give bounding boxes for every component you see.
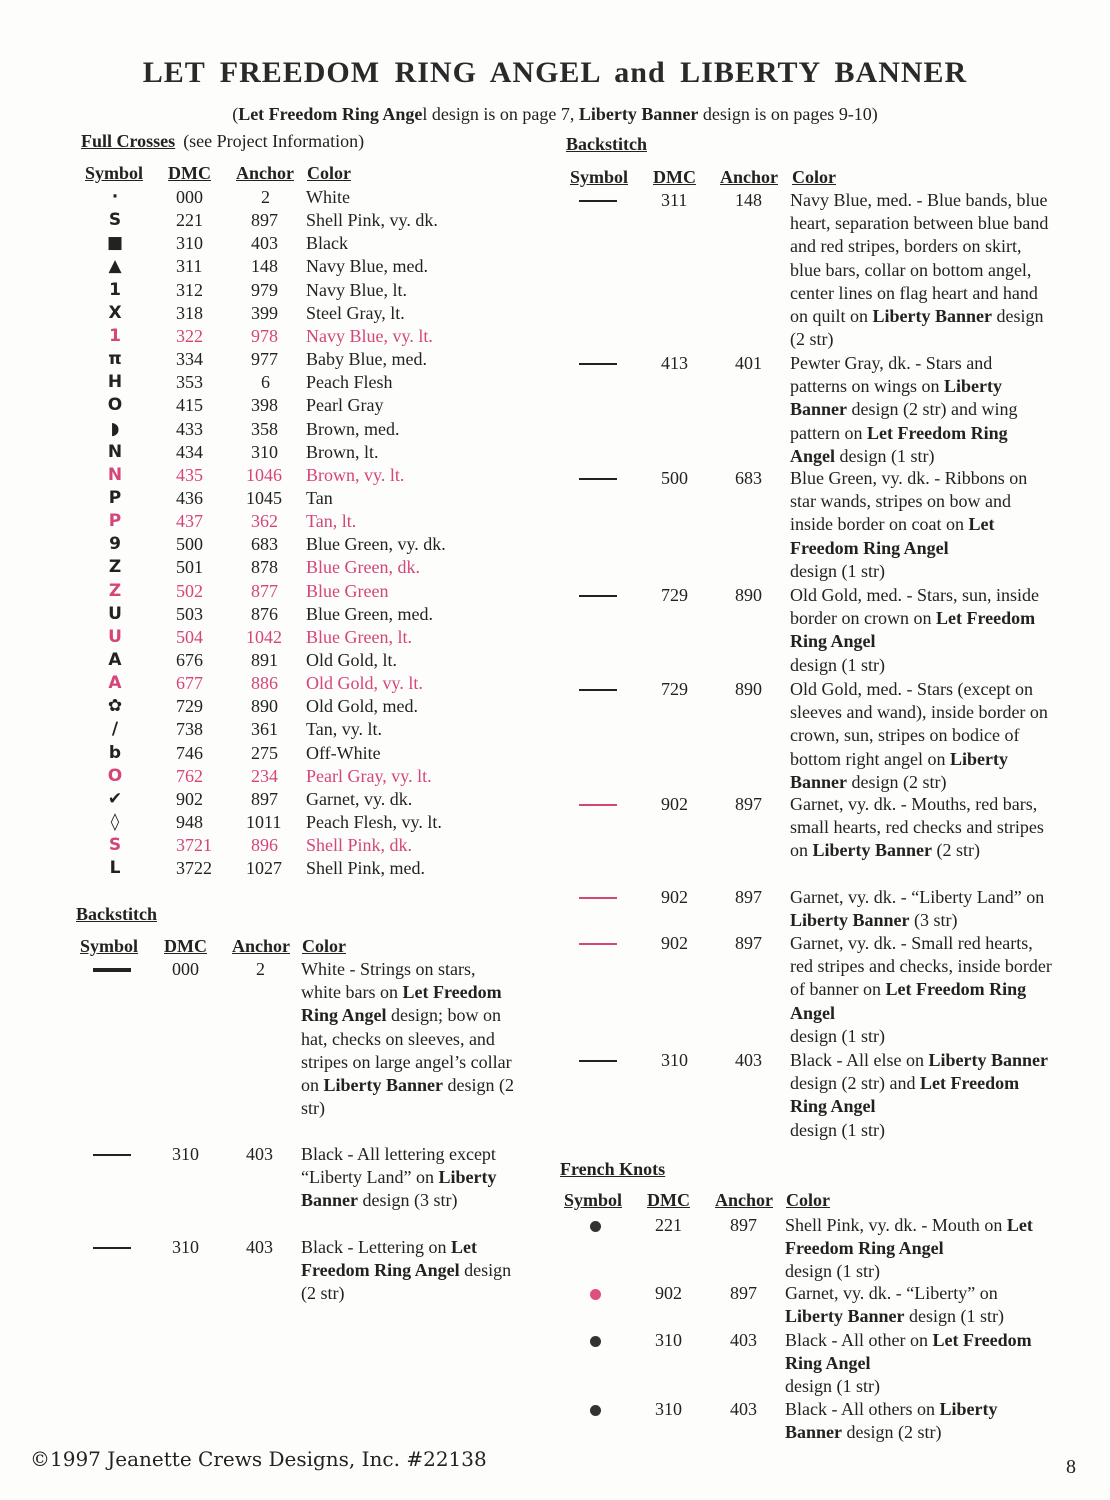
table-row	[0, 510, 560, 533]
backstitch-line-icon	[93, 968, 131, 972]
table-row	[0, 371, 560, 394]
anchor-cell: 310	[251, 441, 278, 462]
dmc-cell: 902	[655, 1283, 682, 1303]
anchor-cell: 362	[251, 511, 278, 532]
bsl-header-dmc: DMC	[164, 936, 207, 956]
description-cell: Blue Green, vy. dk. - Ribbons on star wands, stripes on bow and inside border on coat on Let Freedom Ring Angel design (1 str)	[790, 468, 1028, 581]
symbol-cell: L	[109, 858, 121, 879]
fk-header-color: Color	[786, 1190, 830, 1210]
full-crosses-heading	[81, 131, 364, 152]
dmc-cell: 437	[176, 511, 203, 532]
color-cell: Tan, lt.	[306, 511, 357, 532]
bsl-header-color: Color	[302, 936, 346, 956]
table-row	[0, 394, 560, 417]
table-row	[0, 209, 560, 232]
backstitch-line-icon	[93, 1154, 131, 1156]
page-title: LET FREEDOM RING ANGEL and LIBERTY BANNER	[142, 56, 968, 89]
anchor-cell: 683	[735, 468, 762, 488]
dmc-cell: 415	[176, 395, 203, 416]
symbol-cell: ◗	[110, 418, 120, 439]
color-cell: White	[306, 187, 350, 207]
table-row	[0, 765, 560, 788]
table-row	[0, 348, 560, 371]
anchor-cell: 403	[730, 1399, 757, 1419]
anchor-cell: 897	[735, 933, 762, 953]
symbol-cell: O	[107, 765, 123, 786]
dmc-cell: 353	[176, 372, 203, 393]
bsr-header-color: Color	[792, 167, 836, 187]
dmc-cell: 221	[176, 210, 203, 231]
description-cell: Black - All other on Let Freedom Ring Angel design (1 str)	[785, 1330, 1032, 1397]
symbol-cell: N	[107, 464, 123, 485]
dmc-cell: 762	[176, 765, 203, 786]
anchor-cell: 886	[251, 673, 278, 694]
fc-header-anchor: Anchor	[236, 163, 294, 183]
dmc-cell: 413	[661, 353, 688, 373]
color-cell: Blue Green, dk.	[306, 557, 420, 578]
anchor-cell: 403	[735, 1050, 762, 1070]
anchor-cell: 6	[261, 372, 270, 393]
symbol-cell: S	[108, 210, 122, 231]
dmc-cell: 000	[172, 959, 199, 979]
dmc-cell: 310	[661, 1050, 688, 1070]
color-cell: Baby Blue, med.	[306, 349, 427, 369]
anchor-cell: 896	[251, 835, 278, 856]
anchor-cell: 401	[735, 353, 762, 373]
full-crosses-note: (see Project Information)	[183, 131, 365, 151]
dmc-cell: 221	[655, 1215, 682, 1235]
table-row	[0, 603, 560, 626]
table-row	[0, 580, 560, 603]
dmc-cell: 500	[661, 468, 688, 488]
description-cell: Old Gold, med. - Stars (except on sleeves and wand), inside border on crown, sun, stripes on bodice of bottom right angel on Liberty Banner design (2 str)	[790, 679, 1048, 792]
table-row	[0, 857, 560, 880]
bsr-header-symbol: Symbol	[570, 167, 629, 187]
anchor-cell: 399	[251, 302, 278, 323]
dmc-cell: 503	[176, 603, 203, 624]
french-knot-dot-icon	[590, 1221, 601, 1232]
dmc-cell: 729	[661, 585, 688, 605]
symbol-cell: A	[108, 673, 122, 694]
color-cell: Brown, lt.	[306, 441, 379, 462]
fc-header-symbol: Symbol	[85, 163, 144, 183]
color-cell: Off-White	[306, 742, 381, 763]
dmc-cell: 436	[176, 487, 203, 508]
anchor-cell: 897	[735, 887, 762, 907]
copyright-footer: ©1997 Jeanette Crews Designs, Inc. #22138	[30, 1447, 487, 1471]
dmc-cell: 501	[176, 557, 203, 578]
table-row	[0, 834, 560, 857]
color-cell: Shell Pink, vy. dk.	[306, 210, 438, 231]
symbol-cell: H	[107, 372, 123, 393]
fc-header-color: Color	[307, 163, 351, 183]
anchor-cell: 403	[730, 1330, 757, 1350]
dmc-cell: 902	[661, 887, 688, 907]
bsr-header-dmc: DMC	[653, 167, 696, 187]
full-crosses-title: Full Crosses	[81, 131, 176, 151]
symbol-cell: X	[108, 302, 122, 323]
subtitle-banner-name: Liberty Banner	[578, 104, 699, 124]
dmc-cell: 311	[176, 256, 203, 277]
anchor-cell: 877	[251, 580, 278, 601]
description-cell: Black - All else on Liberty Banner design (2 str) and Let Freedom Ring Angel design (1 str)	[790, 1050, 1048, 1140]
color-cell: Navy Blue, lt.	[306, 279, 407, 300]
backstitch-line-icon	[579, 689, 617, 691]
anchor-cell: 1011	[246, 812, 282, 832]
backstitch-line-icon	[579, 595, 617, 597]
symbol-cell: Z	[108, 557, 122, 578]
color-cell: Steel Gray, lt.	[306, 302, 405, 323]
symbol-cell: 1	[109, 325, 121, 346]
anchor-cell: 977	[251, 349, 278, 369]
table-row	[0, 418, 560, 441]
anchor-cell: 1042	[246, 626, 282, 647]
bsl-header-anchor: Anchor	[232, 936, 290, 956]
table-row	[0, 672, 560, 695]
anchor-cell: 876	[251, 603, 278, 624]
backstitch-right-title: Backstitch	[566, 134, 647, 154]
dmc-cell: 948	[176, 812, 203, 832]
subtitle-text1: l design is on page 7,	[422, 104, 579, 124]
symbol-cell: ✿	[107, 696, 123, 717]
anchor-cell: 897	[730, 1283, 757, 1303]
table-row	[0, 811, 560, 834]
color-cell: Brown, vy. lt.	[306, 464, 405, 485]
dmc-cell: 902	[661, 933, 688, 953]
dmc-cell: 000	[176, 187, 203, 207]
symbol-cell: ✔	[107, 788, 123, 809]
table-row	[0, 695, 560, 718]
description-cell: Garnet, vy. dk. - Mouths, red bars, small hearts, red checks and stripes on Liberty Banner (2 str)	[790, 794, 1044, 861]
anchor-cell: 398	[251, 395, 278, 416]
table-row	[0, 232, 560, 255]
dmc-cell: 502	[176, 580, 203, 601]
color-cell: Shell Pink, med.	[306, 858, 426, 879]
dmc-cell: 310	[176, 233, 203, 254]
symbol-cell: P	[108, 487, 122, 508]
anchor-cell: 890	[735, 585, 762, 605]
table-row	[0, 533, 560, 556]
dmc-cell: 504	[176, 626, 203, 647]
dmc-cell: 500	[176, 534, 203, 555]
fk-header-symbol: Symbol	[564, 1190, 623, 1210]
table-row	[0, 487, 560, 510]
fk-header-dmc: DMC	[647, 1190, 690, 1210]
anchor-cell: 890	[735, 679, 762, 699]
dmc-cell: 322	[176, 325, 203, 346]
color-cell: Shell Pink, dk.	[306, 835, 413, 856]
description-cell: Old Gold, med. - Stars, sun, inside border on crown on Let Freedom Ring Angel design (1 str)	[790, 585, 1039, 675]
color-cell: Blue Green, med.	[306, 603, 433, 624]
anchor-cell: 1027	[246, 858, 282, 879]
symbol-cell: 1	[109, 279, 121, 300]
dmc-cell: 310	[655, 1399, 682, 1419]
dmc-cell: 902	[661, 794, 688, 814]
description-cell: Shell Pink, vy. dk. - Mouth on Let Freedom Ring Angel design (1 str)	[785, 1215, 1033, 1282]
dmc-cell: 318	[176, 302, 203, 323]
anchor-cell: 403	[251, 233, 278, 254]
description-cell: Garnet, vy. dk. - “Liberty” on Liberty Banner design (1 str)	[785, 1283, 1004, 1327]
table-row	[0, 186, 560, 209]
dmc-cell: 310	[655, 1330, 682, 1350]
color-cell: Blue Green, vy. dk.	[306, 534, 446, 555]
anchor-cell: 2	[261, 187, 270, 207]
description-cell: White - Strings on stars, white bars on Let Freedom Ring Angel design; bow on hat, checks on sleeves, and stripes on large angel’s collar on Liberty Banner design (2 str)	[301, 959, 514, 1119]
table-row	[0, 718, 560, 741]
dmc-cell: 334	[176, 349, 203, 369]
symbol-cell: Z	[108, 580, 122, 601]
dmc-cell: 746	[176, 742, 203, 763]
table-row	[0, 325, 560, 348]
symbol-cell: ∕	[111, 719, 119, 740]
symbol-cell: N	[107, 441, 123, 462]
color-cell: Black	[306, 233, 348, 254]
description-cell: Navy Blue, med. - Blue bands, blue heart, separation between blue band and red stripes, borders on skirt, blue bars, collar on bottom angel, center lines on flag heart and hand on quilt on Liberty Banner design (2 str)	[790, 190, 1049, 350]
anchor-cell: 897	[735, 794, 762, 814]
description-cell: Black - All lettering except “Liberty Land” on Liberty Banner design (3 str)	[301, 1144, 497, 1211]
anchor-cell: 891	[251, 650, 278, 670]
color-cell: Tan	[306, 487, 333, 508]
color-cell: Tan, vy. lt.	[306, 719, 383, 740]
backstitch-line-icon	[579, 897, 617, 899]
symbol-cell: ■	[106, 233, 124, 254]
page-number: 8	[1066, 1456, 1076, 1478]
symbol-cell: S	[108, 835, 122, 856]
table-row	[0, 464, 560, 487]
symbol-cell: ·	[111, 187, 119, 207]
dmc-cell: 729	[661, 679, 688, 699]
anchor-cell: 361	[251, 719, 278, 740]
dmc-cell: 676	[176, 650, 203, 670]
backstitch-line-icon	[579, 200, 617, 202]
anchor-cell: 979	[251, 279, 278, 300]
french-knots-title: French Knots	[560, 1159, 666, 1179]
anchor-cell: 683	[251, 534, 278, 555]
anchor-cell: 358	[251, 418, 278, 439]
color-cell: Old Gold, lt.	[306, 650, 398, 670]
anchor-cell: 978	[251, 325, 278, 346]
symbol-cell: O	[107, 395, 123, 416]
table-row	[0, 556, 560, 579]
anchor-cell: 890	[251, 696, 278, 717]
dmc-cell: 310	[172, 1237, 199, 1257]
french-knot-dot-icon	[590, 1289, 601, 1300]
symbol-cell: P	[108, 511, 122, 532]
symbol-cell: ▲	[108, 256, 122, 277]
symbol-cell: U	[108, 626, 122, 647]
anchor-cell: 148	[251, 256, 278, 277]
subtitle-text2: design is on pages 9-10)	[698, 104, 878, 124]
description-cell: Garnet, vy. dk. - Small red hearts, red stripes and checks, inside border of banner on Let Freedom Ring Angel design (1 str)	[790, 933, 1052, 1046]
symbol-cell: A	[108, 650, 122, 670]
color-cell: Peach Flesh	[306, 372, 393, 393]
dmc-cell: 677	[176, 673, 203, 694]
dmc-cell: 434	[176, 441, 203, 462]
color-cell: Old Gold, med.	[306, 696, 418, 717]
color-cell: Pearl Gray	[306, 395, 384, 416]
table-row	[0, 441, 560, 464]
dmc-cell: 310	[172, 1144, 199, 1164]
description-cell: Black - Lettering on Let Freedom Ring Angel design (2 str)	[301, 1237, 512, 1304]
fk-header-anchor: Anchor	[715, 1190, 773, 1210]
french-knot-dot-icon	[590, 1405, 601, 1416]
backstitch-line-icon	[579, 804, 617, 806]
symbol-cell: 9	[109, 534, 121, 555]
color-cell: Blue Green, lt.	[306, 626, 412, 647]
dmc-cell: 433	[176, 418, 203, 439]
backstitch-line-icon	[579, 943, 617, 945]
description-cell: Black - All others on Liberty Banner design (2 str)	[785, 1399, 998, 1443]
anchor-cell: 1045	[246, 487, 282, 508]
backstitch-line-icon	[579, 363, 617, 365]
description-cell: Garnet, vy. dk. - “Liberty Land” on Liberty Banner (3 str)	[790, 887, 1045, 931]
backstitch-line-icon	[93, 1247, 131, 1249]
dmc-cell: 902	[176, 788, 203, 809]
anchor-cell: 148	[735, 190, 762, 210]
anchor-cell: 897	[251, 210, 278, 231]
anchor-cell: 403	[246, 1237, 273, 1257]
french-knot-dot-icon	[590, 1336, 601, 1347]
table-row	[0, 279, 560, 302]
anchor-cell: 878	[251, 557, 278, 578]
bsr-header-anchor: Anchor	[720, 167, 778, 187]
page-subtitle	[0, 104, 1110, 125]
anchor-cell: 275	[251, 742, 278, 763]
table-row	[0, 302, 560, 325]
anchor-cell: 897	[730, 1215, 757, 1235]
color-cell: Peach Flesh, vy. lt.	[306, 812, 442, 832]
dmc-cell: 738	[176, 719, 203, 740]
dmc-cell: 3721	[176, 835, 212, 856]
backstitch-line-icon	[579, 1060, 617, 1062]
anchor-cell: 1046	[246, 464, 282, 485]
table-row	[0, 742, 560, 765]
subtitle-open: (	[232, 104, 239, 124]
subtitle-angel-name: Let Freedom Ring Ange	[238, 104, 423, 124]
table-row	[0, 788, 560, 811]
dmc-cell: 435	[176, 464, 203, 485]
symbol-cell: b	[108, 742, 122, 763]
table-row	[0, 255, 560, 278]
color-cell: Brown, med.	[306, 418, 400, 439]
anchor-cell: 234	[251, 765, 278, 786]
backstitch-line-icon	[579, 478, 617, 480]
color-cell: Pearl Gray, vy. lt.	[306, 765, 432, 786]
fc-header-dmc: DMC	[168, 163, 211, 183]
backstitch-left-title: Backstitch	[76, 904, 157, 924]
dmc-cell: 311	[661, 190, 688, 210]
color-cell: Garnet, vy. dk.	[306, 788, 413, 809]
color-cell: Navy Blue, vy. lt.	[306, 325, 433, 346]
table-row	[0, 649, 560, 672]
dmc-cell: 729	[176, 696, 203, 717]
dmc-cell: 3722	[176, 858, 212, 879]
anchor-cell: 897	[251, 788, 278, 809]
color-cell: Blue Green	[306, 580, 389, 601]
symbol-cell: ◊	[110, 812, 120, 832]
anchor-cell: 2	[256, 959, 265, 979]
table-row	[0, 626, 560, 649]
symbol-cell: π	[108, 349, 122, 369]
color-cell: Navy Blue, med.	[306, 256, 428, 277]
color-cell: Old Gold, vy. lt.	[306, 673, 423, 694]
description-cell: Pewter Gray, dk. - Stars and patterns on wings on Liberty Banner design (2 str) and wing pattern on Let Freedom Ring Angel design (1 str)	[790, 353, 1018, 466]
symbol-cell: U	[108, 603, 122, 624]
dmc-cell: 312	[176, 279, 203, 300]
anchor-cell: 403	[246, 1144, 273, 1164]
bsl-header-symbol: Symbol	[80, 936, 139, 956]
